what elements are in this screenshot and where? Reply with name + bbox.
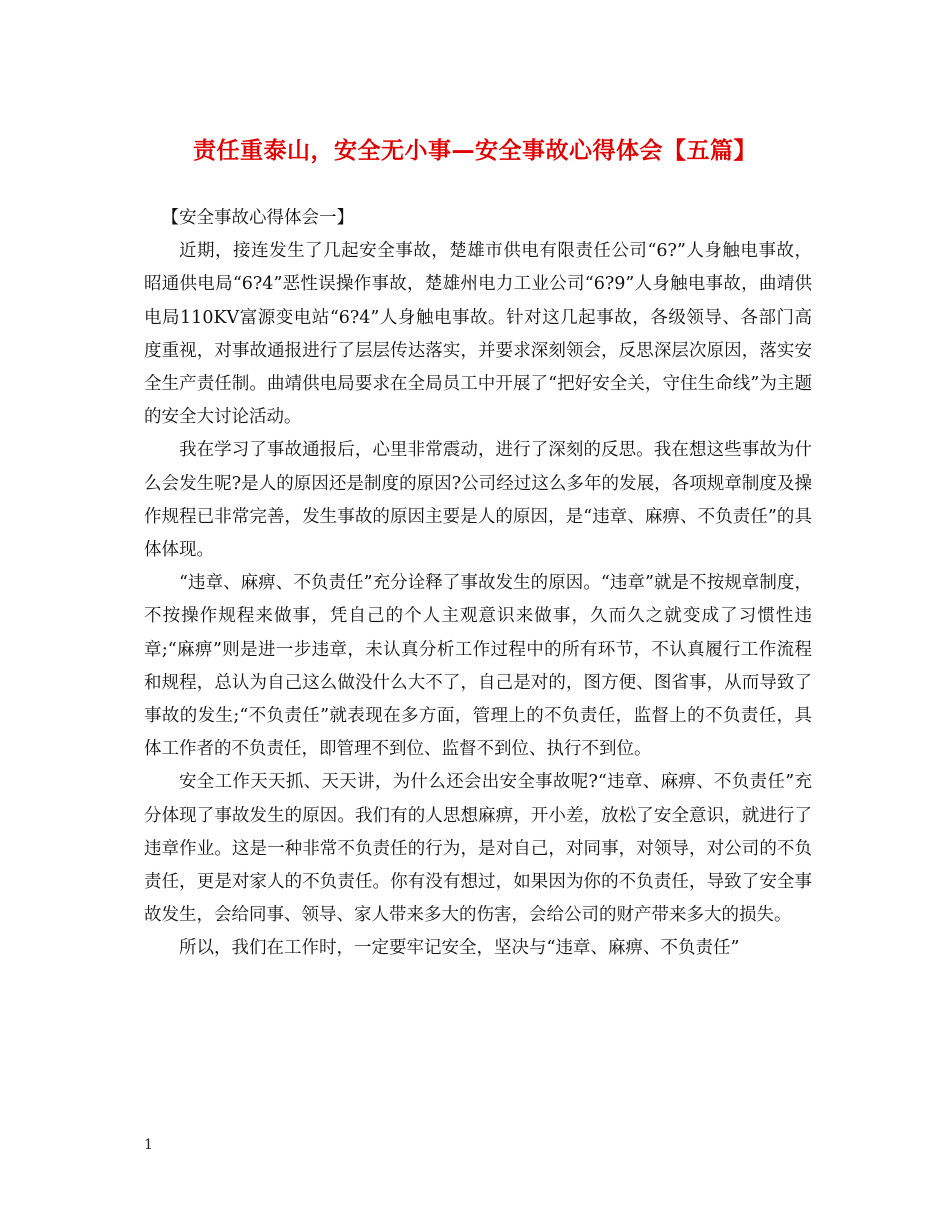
paragraph-1: 近期，接连发生了几起安全事故，楚雄市供电有限责任公司“6?”人身触电事故，昭通供电局“6?4”恶性误操作事故，楚雄州电力工业公司“6?9”人身触电事故，曲靖供电局110KV富源变电站“6?4”人身触电事故。针对这几起事故，各级领导、各部门高度重视，对事故通报进行了层层传达落实，并要求深刻领会，反思深层次原因，落实安全生产责任制。曲靖供电局要求在全局员工中开展了“把好安全关，守住生命线”为主题的安全大讨论活动。 [144, 241, 812, 428]
document-title: 责任重泰山，安全无小事—安全事故心得体会【五篇】 [193, 138, 757, 164]
paragraph-4: 安全工作天天抓、天天讲，为什么还会出安全事故呢?“违章、麻痹、不负责任”充分体现了事故发生的原因。我们有的人思想麻痹，开小差，放松了安全意识，就进行了违章作业。这是一种非常不负责任的行为，是对自己，对同事，对领导，对公司的不负责任，更是对家人的不负责任。你有没有想过，如果因为你的不负责任，导致了安全事故发生，会给同事、领导、家人带来多大的伤害，会给公司的财产带来多大的损失。 [144, 772, 812, 926]
page-number: 1 [144, 1137, 153, 1153]
section-heading: 【安全事故心得体会一】 [161, 208, 354, 228]
paragraph-5: 所以，我们在工作时，一定要牢记安全，坚决与“违章、麻痹、不负责任” [179, 938, 740, 959]
paragraph-2: 我在学习了事故通报后，心里非常震动，进行了深刻的反思。我在想这些事故为什么会发生呢?是人的原因还是制度的原因?公司经过这么多年的发展，各项规章制度及操作规程已非常完善，发生事故的原因主要是人的原因，是“违章、麻痹、不负责任”的具体体现。 [144, 440, 812, 561]
paragraph-3: “违章、麻痹、不负责任”充分诠释了事故发生的原因。“违章”就是不按规章制度，不按操作规程来做事，凭自己的个人主观意识来做事，久而久之就变成了习惯性违章;“麻痹”则是进一步违章，未认真分析工作过程中的所有环节，不认真履行工作流程和规程，总认为自己这么做没什么大不了，自己是对的，图方便、图省事，从而导致了事故的发生;“不负责任”就表现在多方面，管理上的不负责任，监督上的不负责任，具体工作者的不负责任，即管理不到位、监督不到位、执行不到位。 [144, 573, 812, 760]
document-body [144, 202, 812, 966]
